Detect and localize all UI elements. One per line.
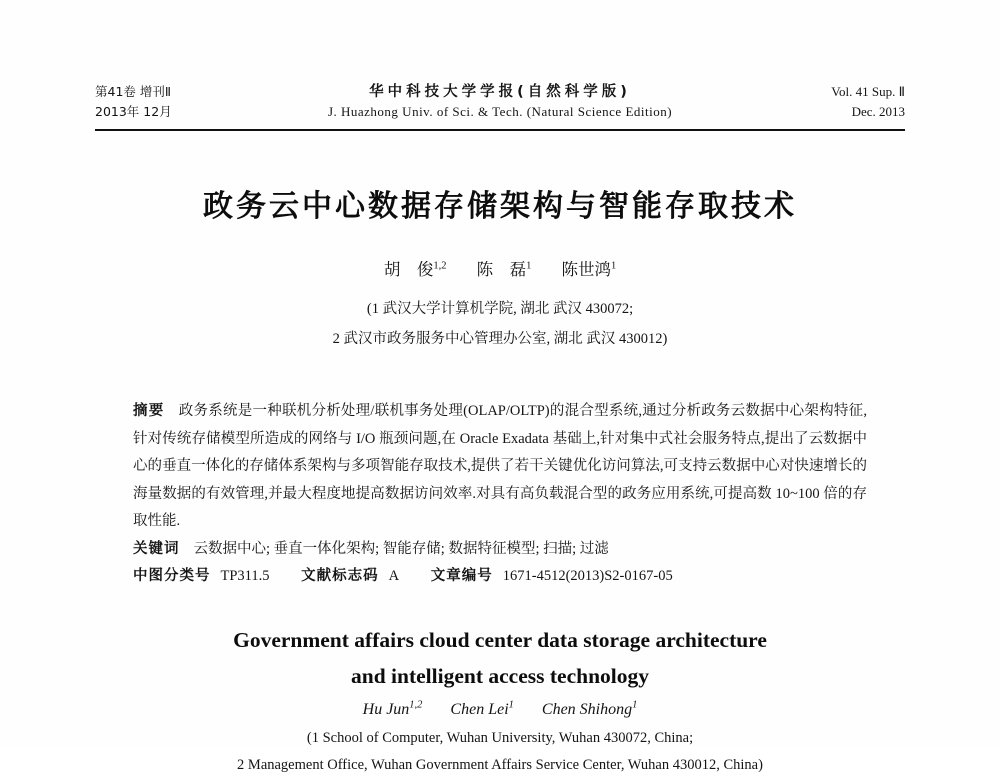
doc-code-label: 文献标志码 — [301, 568, 379, 584]
author-cn — [561, 260, 616, 279]
journal-name-en: J. Huazhong Univ. of Sci. & Tech. (Natural Science Edition) — [327, 104, 673, 119]
affiliation-cn-2: 2 武汉市政务服务中心管理办公室, 湖北 武汉 430012) — [332, 331, 668, 347]
affiliation-list-en — [95, 725, 905, 779]
volume-line-en: Vol. 41 Sup. Ⅱ — [831, 84, 905, 99]
meta-line — [133, 563, 867, 591]
affiliation-list-cn — [95, 294, 905, 354]
affiliation-cn-1: (1 武汉大学计算机学院, 湖北 武汉 430072; — [366, 301, 634, 317]
article-id-value: 1671-4512(2013)S2-0167-05 — [502, 568, 673, 584]
keywords-paragraph — [133, 536, 867, 564]
abstract-section — [133, 398, 867, 591]
journal-name — [265, 82, 735, 122]
author-affiliation-sup: 1 — [632, 699, 638, 711]
page-content — [95, 0, 905, 779]
author-list-en — [95, 701, 905, 719]
author-list-cn — [95, 256, 905, 280]
abstract-label: 摘要 — [133, 403, 165, 419]
author-cn — [384, 260, 447, 279]
clc-label: 中图分类号 — [133, 568, 211, 584]
author-affiliation-sup: 1 — [508, 699, 514, 711]
author-en — [450, 701, 513, 718]
volume-issue-info-en — [735, 82, 905, 122]
author-cn — [477, 260, 532, 279]
author-affiliation-sup: 1 — [526, 260, 532, 272]
journal-name-cn: 华中科技大学学报(自然科学版) — [369, 84, 631, 100]
journal-running-head — [95, 82, 905, 131]
author-en — [542, 701, 637, 718]
volume-line-cn: 第41卷 增刊Ⅱ — [95, 84, 172, 99]
author-name: Chen Shihong — [541, 700, 633, 718]
doc-code-value: A — [388, 568, 400, 584]
author-name: Chen Lei — [450, 700, 509, 718]
affiliation-en-1: (1 School of Computer, Wuhan University, Wuhan 430072, China; — [306, 729, 694, 746]
clc-value: TP311.5 — [220, 568, 270, 584]
volume-issue-info — [95, 82, 265, 122]
abstract-paragraph — [133, 398, 867, 536]
article-id-label: 文章编号 — [430, 568, 493, 584]
paper-title-en-line1: Government affairs cloud center data storage architecture — [233, 627, 767, 652]
author-name: 陈世鸿 — [561, 260, 611, 279]
affiliation-en-2: 2 Management Office, Wuhan Government Affairs Service Center, Wuhan 430012, China) — [237, 756, 763, 773]
date-line-cn: 2013年 12月 — [95, 104, 172, 119]
paper-title-cn: 政务云中心数据存储架构与智能存取技术 — [203, 189, 797, 224]
keywords-label: 关键词 — [133, 540, 180, 557]
abstract-text: 政务系统是一种联机分析处理/联机事务处理(OLAP/OLTP)的混合型系统,通过分析政务云数据中心架构特征,针对传统存储模型所造成的网络与 I/O 瓶颈问题,在 Oracle Exadata 基础上,针对集中式社会服务特点,提出了云数据中心的垂直一体化的存储体系架构与多项智能存取技术,提供了若干关键优化访问算法,可支持云数据中心对快速增长的海量数据的有效管理,并最大程度地提高数据访问效率.对具有高负载混合型的政务应用系统,可提高数 10~100 倍的存取性能. — [133, 403, 868, 529]
author-name: 陈 磊 — [476, 260, 527, 279]
paper-title-en-line2: and intelligent access technology — [351, 663, 649, 688]
author-en — [363, 701, 423, 718]
author-name: Hu Jun — [362, 700, 410, 718]
paper-title-en — [95, 622, 905, 694]
author-affiliation-sup: 1,2 — [433, 260, 447, 272]
keywords-text: 云数据中心; 垂直一体化架构; 智能存储; 数据特征模型; 扫描; 过滤 — [193, 540, 609, 557]
author-affiliation-sup: 1 — [610, 260, 617, 272]
date-line-en: Dec. 2013 — [851, 104, 905, 119]
author-affiliation-sup: 1,2 — [409, 699, 423, 711]
author-name: 胡 俊 — [383, 260, 434, 279]
